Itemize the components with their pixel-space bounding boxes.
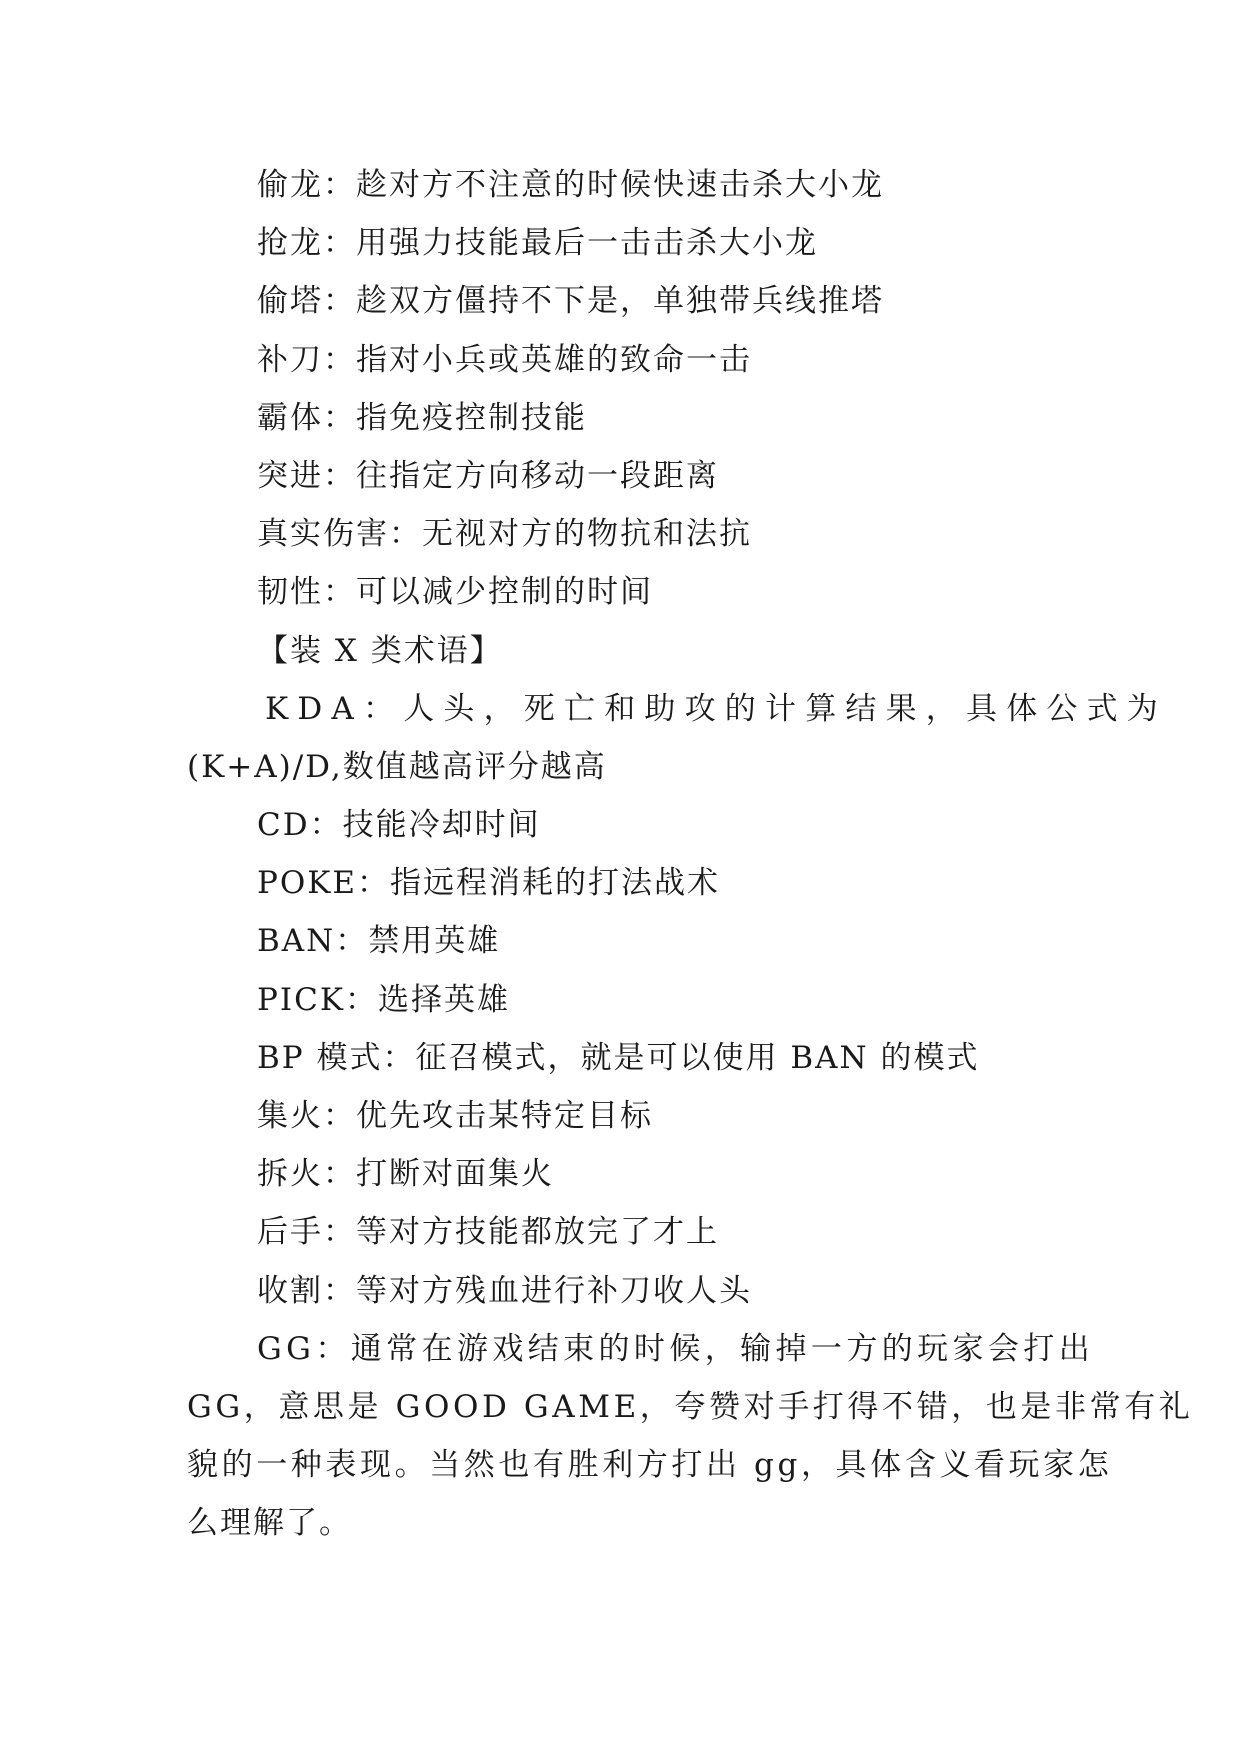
document-body: [187, 156, 1194, 1553]
term-line: BAN：禁用英雄: [257, 923, 501, 960]
term-line: 拆火：打断对面集火: [257, 1156, 554, 1193]
gg-paragraph-line-1: GG：通常在游戏结束的时候，输掉一方的玩家会打出: [257, 1330, 1095, 1367]
term-line: 突进：往指定方向移动一段距离: [257, 457, 719, 494]
term-line: 韧性：可以减少控制的时间: [257, 574, 653, 611]
term-line: 偷龙：趁对方不注意的时候快速击杀大小龙: [257, 167, 884, 203]
term-line: 偷塔：趁双方僵持不下是，单独带兵线推塔: [257, 283, 884, 320]
term-line: BP 模式：征召模式，就是可以使用 BAN 的模式: [257, 1039, 980, 1076]
term-line: POKE：指远程消耗的打法战术: [257, 865, 721, 902]
term-line: 真实伤害：无视对方的物抗和法抗: [257, 516, 752, 553]
section-heading: 【装 X 类术语】: [257, 632, 503, 669]
term-line: 补刀：指对小兵或英雄的致命一击: [257, 341, 752, 378]
term-line: 集火：优先攻击某特定目标: [257, 1098, 653, 1134]
term-line: PICK：选择英雄: [257, 981, 510, 1018]
kda-paragraph-line-2: (K+A)/D,数值越高评分越高: [187, 748, 607, 785]
gg-paragraph-line-4: 么理解了。: [187, 1505, 352, 1542]
kda-paragraph-line-1: KDA：人头，死亡和助攻的计算结果，具体公式为: [265, 690, 1167, 727]
gg-paragraph-line-3: 貌的一种表现。当然也有胜利方打出 gg，具体含义看玩家怎: [187, 1447, 1113, 1484]
term-line: 抢龙：用强力技能最后一击击杀大小龙: [257, 225, 818, 262]
gg-paragraph-line-2: GG，意思是 GOOD GAME，夸赞对手打得不错，也是非常有礼: [187, 1388, 1194, 1425]
term-line: 后手：等对方技能都放完了才上: [257, 1214, 719, 1251]
term-line: CD：技能冷却时间: [257, 807, 541, 844]
term-line: 收割：等对方残血进行补刀收人头: [257, 1272, 752, 1309]
term-line: 霸体：指免疫控制技能: [257, 399, 587, 436]
